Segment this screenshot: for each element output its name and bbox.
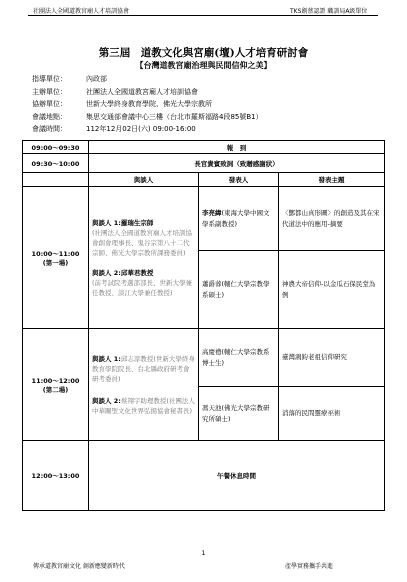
session2-presenter2-cell: 馮天池(佛光大學宗教研究所碩士)	[199, 387, 279, 441]
document-title: 第三屆 道教文化與宮廟(壇)人才培育研討會	[98, 47, 309, 59]
info-value: 集思交通部會議中心三樓（台北市羅斯福路4段85號B1）	[86, 112, 263, 121]
guide-description: 邱志淳教授(世新大學終身教育學院院長、台北縣政府研考會研考委員)	[92, 354, 195, 383]
session2-topic2-cell: 消落的民間靈療巫術	[279, 387, 385, 441]
info-row-venue	[32, 111, 263, 124]
info-block	[32, 73, 263, 136]
guide-title: 與談人 1:	[92, 354, 121, 363]
session2-guides-cell	[89, 329, 199, 441]
column-header-row	[23, 173, 385, 187]
guide-description: (前考試院考選部部長、世新大學兼任教授、淡江大學兼任教授)	[92, 278, 193, 297]
presenter-name: 李亮緯	[202, 208, 222, 217]
session1-guides-cell	[89, 187, 199, 329]
info-key: 會議地點：	[32, 112, 67, 121]
session1-topic2-cell: 神農大帝信仰-以金瓜石保民堂為例	[279, 251, 385, 329]
guide-description: 蔡翔宇助理教授(社團法人中華關聖文化世界弘揚協會秘書長)	[92, 396, 195, 415]
guide-title: 與談人 1:羅瑞生宗師	[92, 218, 154, 227]
header-divider	[28, 15, 378, 16]
info-key: 會議時間：	[32, 125, 67, 133]
guide-description: (社團法人全國道教宮廟人才培訓協會創會理事長、鬼谷宗第八十二代宗師、佛光大學宗教所課務委員)	[92, 228, 193, 257]
session2-guide2	[92, 396, 195, 416]
info-row-co-organizer	[32, 98, 263, 111]
schedule-row-registration	[23, 141, 385, 154]
info-key: 主辦單位：	[32, 87, 67, 96]
schedule-row-opening	[23, 154, 385, 173]
session1-presenter2-cell: 蕭爵蓉(輔仁大學宗教學系碩士)	[199, 251, 279, 329]
lunch-label: 午餐休息時間	[89, 441, 385, 511]
time-cell: 09:00～09:30	[23, 141, 89, 154]
registration-label: 報 到	[89, 141, 385, 154]
session2-guide1	[92, 354, 195, 384]
presenter-affiliation: (東海大學中國文學系副教授)	[202, 208, 270, 228]
schedule-row-lunch	[23, 441, 385, 511]
session2-row-a	[23, 329, 385, 387]
guide-title: 與談人 2:邱華君教授	[92, 268, 154, 277]
opening-label: 長官貴賓致詞（致贈感謝狀）	[89, 154, 385, 173]
session1-row-a	[23, 187, 385, 251]
session2-name: (第二場)	[42, 385, 69, 394]
session1-guide2	[92, 268, 195, 298]
session1-name: (第一場)	[42, 258, 69, 267]
info-key: 協辦單位：	[32, 100, 67, 108]
session1-time-cell	[23, 187, 89, 329]
session2-presenter1-cell: 高慶禮(輔仁大學宗教系博士生)	[199, 329, 279, 387]
info-value: 社團法人全國道教宮廟人才培訓協會	[86, 87, 198, 96]
page-number: 1	[201, 549, 206, 557]
column-header-presenter: 發表人	[199, 173, 279, 187]
schedule-table	[22, 140, 385, 511]
info-row-guidance	[32, 73, 263, 86]
document-subtitle: 【台灣道教宮廟治理與民間信仰之美】	[135, 60, 272, 70]
session2-time-cell	[23, 329, 89, 441]
time-cell: 12:00～13:00	[23, 441, 89, 511]
empty-header-cell	[23, 173, 89, 187]
info-row-time	[32, 123, 263, 136]
session1-presenter1-cell	[199, 187, 279, 251]
time-cell: 09:30～10:00	[23, 154, 89, 173]
info-row-organizer	[32, 86, 263, 99]
info-value: 112年12月02日(六) 09:00-16:00	[86, 125, 196, 133]
info-key: 指導單位：	[32, 75, 67, 83]
guide-title: 與談人 2:	[92, 396, 121, 405]
header-right-text: TKS劍蔡認證 職訓局A級單位	[290, 8, 368, 15]
session1-topic1-cell: 〈酆都山真形圖〉的創造及其在宋代道法中的應用-摘要	[279, 187, 385, 251]
session1-guide1	[92, 218, 195, 258]
info-value: 世新大學終身教育學院、佛光大學宗教所	[86, 100, 212, 108]
column-header-topic: 發表主題	[279, 173, 385, 187]
session2-time: 11:00～12:00	[31, 376, 80, 385]
session1-time: 10:00～11:00	[31, 249, 80, 258]
column-header-guide: 與談人	[89, 173, 199, 187]
session2-topic1-cell: 臺灣鴻鈞老祖信仰研究	[279, 329, 385, 387]
footer-left-text: 傳承道教宮廟文化 創新應變新時代	[33, 563, 125, 570]
header-left-text: 社團法人全國道教宮廟人才培訓協會	[33, 8, 130, 15]
footer-right-text: 產學實務攜手共進	[285, 563, 334, 570]
info-value: 內政部	[86, 75, 107, 83]
